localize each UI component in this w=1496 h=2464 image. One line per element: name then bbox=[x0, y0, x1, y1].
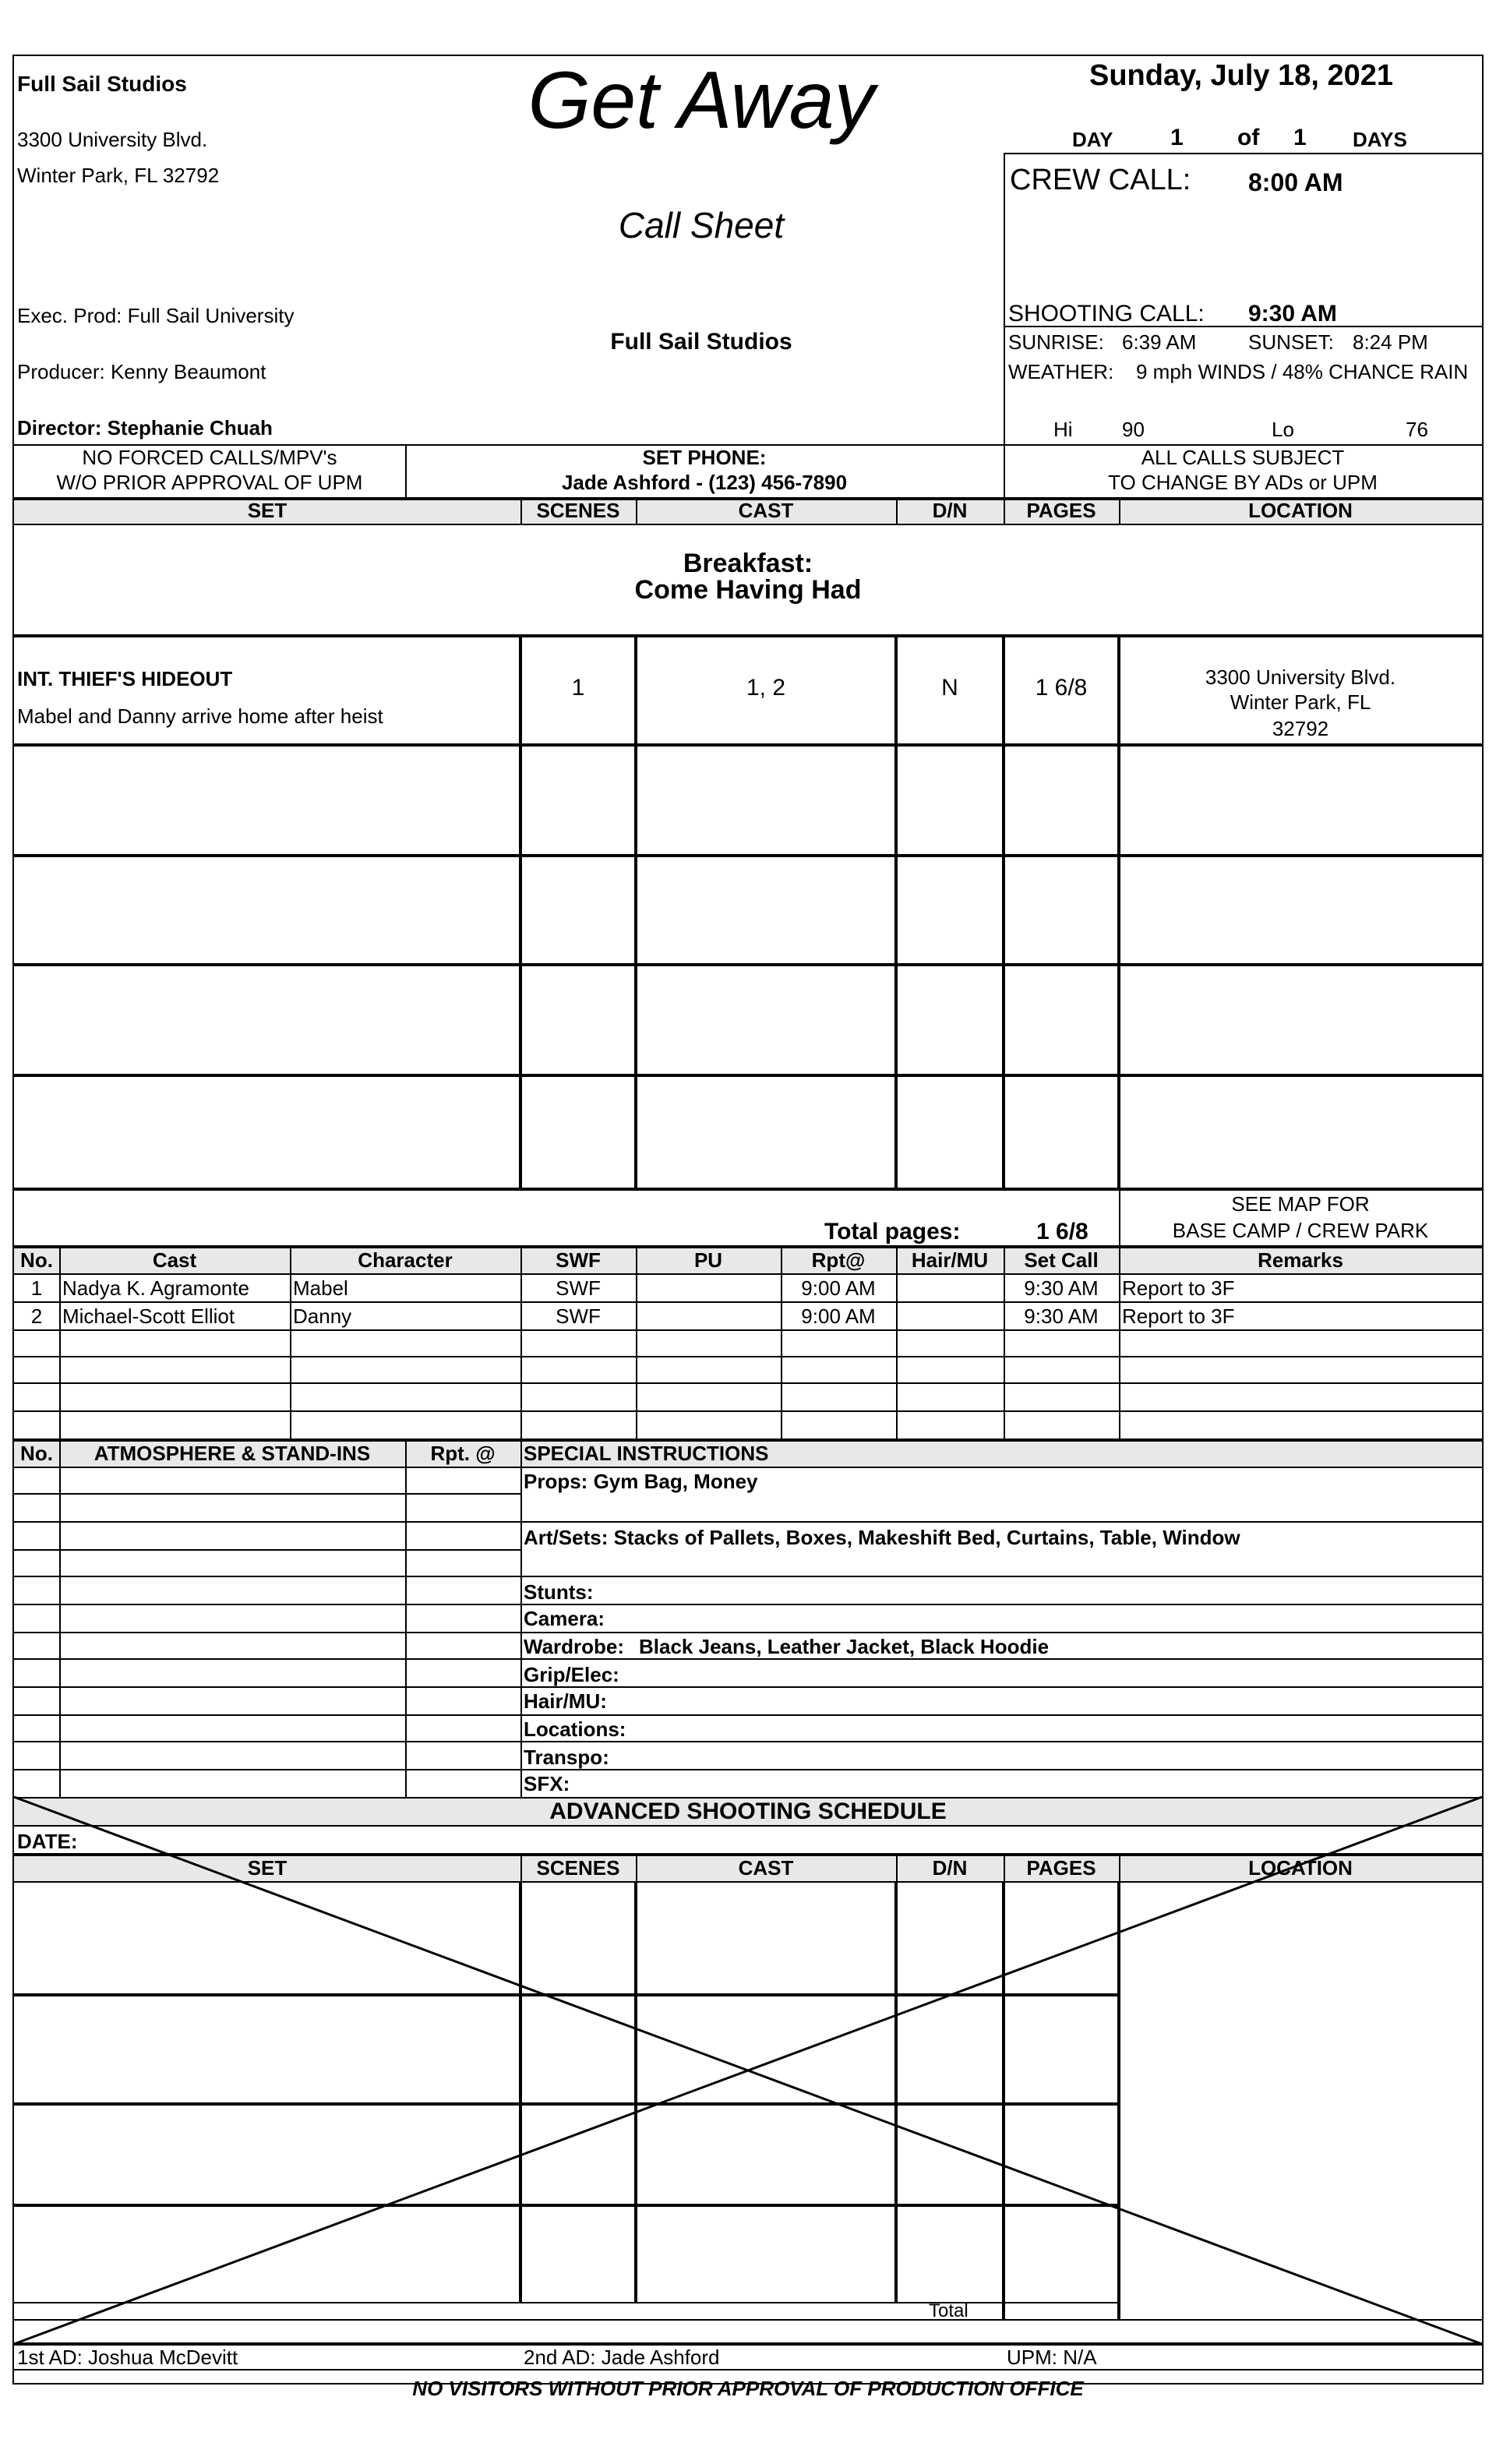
of-label: of bbox=[1237, 125, 1260, 150]
col-set: SET bbox=[247, 499, 288, 522]
weather-value: 9 mph WINDS / 48% CHANCE RAIN bbox=[1136, 360, 1469, 383]
total-pages-label: Total pages: bbox=[824, 1219, 961, 1244]
locations-line: Locations: bbox=[524, 1717, 626, 1741]
upm: UPM: N/A bbox=[1007, 2346, 1097, 2369]
call-sheet-subtitle: Call Sheet bbox=[618, 205, 785, 245]
grip-elec-line: Grip/Elec: bbox=[524, 1663, 619, 1686]
cast-col-no: No. bbox=[20, 1248, 53, 1272]
adv-col-location: LOCATION bbox=[1248, 1856, 1353, 1880]
lo-label: Lo bbox=[1272, 418, 1294, 441]
production-company: Full Sail Studios bbox=[610, 329, 792, 355]
sunrise-time: 6:39 AM bbox=[1122, 330, 1197, 354]
cast-row-no: 2 bbox=[30, 1304, 43, 1328]
cast-row-character: Danny bbox=[293, 1304, 352, 1328]
address-line-1: 3300 University Blvd. bbox=[17, 128, 208, 151]
cast-row-set-call: 9:30 AM bbox=[1024, 1276, 1099, 1300]
adv-col-cast: CAST bbox=[738, 1856, 794, 1880]
scene-location-line-1: 3300 University Blvd. bbox=[1205, 665, 1396, 689]
calls-subject-line-2: TO CHANGE BY ADs or UPM bbox=[1108, 471, 1378, 494]
hi-value: 90 bbox=[1122, 418, 1145, 441]
weather-label: WEATHER: bbox=[1008, 360, 1114, 383]
first-ad: 1st AD: Joshua McDevitt bbox=[17, 2346, 238, 2369]
camera-line: Camera: bbox=[524, 1607, 605, 1630]
map-note-line-1: SEE MAP FOR bbox=[1231, 1192, 1370, 1216]
cast-col-hairmu: Hair/MU bbox=[911, 1248, 989, 1272]
cast-row-remarks: Report to 3F bbox=[1122, 1304, 1235, 1328]
cast-row-swf: SWF bbox=[556, 1304, 601, 1328]
lo-value: 76 bbox=[1406, 418, 1428, 441]
props-line: Props: Gym Bag, Money bbox=[524, 1470, 758, 1493]
cast-row-name: Nadya K. Agramonte bbox=[62, 1276, 249, 1300]
forced-calls-line-2: W/O PRIOR APPROVAL OF UPM bbox=[56, 471, 363, 494]
map-note-line-2: BASE CAMP / CREW PARK bbox=[1172, 1219, 1429, 1242]
scene-set-title: INT. THIEF'S HIDEOUT bbox=[17, 667, 233, 690]
shoot-date: Sunday, July 18, 2021 bbox=[1088, 59, 1394, 92]
days-label: DAYS bbox=[1353, 128, 1407, 151]
sunset-label: SUNSET: bbox=[1248, 330, 1334, 354]
art-sets-line: Art/Sets: Stacks of Pallets, Boxes, Makeshift Bed, Curtains, Table, Window bbox=[524, 1526, 1240, 1549]
cast-col-character: Character bbox=[358, 1248, 453, 1272]
scene-pages: 1 6/8 bbox=[1035, 675, 1088, 701]
cast-row-character: Mabel bbox=[293, 1276, 348, 1300]
col-cast: CAST bbox=[738, 499, 794, 522]
advanced-title: ADVANCED SHOOTING SCHEDULE bbox=[549, 1799, 947, 1824]
stunts-line: Stunts: bbox=[524, 1580, 594, 1604]
wardrobe-value: Black Jeans, Leather Jacket, Black Hoodie bbox=[639, 1635, 1050, 1658]
scene-day-night: N bbox=[941, 675, 958, 701]
exec-producer: Exec. Prod: Full Sail University bbox=[17, 304, 295, 327]
crew-call-time: 8:00 AM bbox=[1248, 168, 1343, 196]
col-pages: PAGES bbox=[1026, 499, 1096, 522]
day-label: DAY bbox=[1072, 128, 1113, 151]
hair-mu-line: Hair/MU: bbox=[524, 1689, 607, 1713]
scene-cast: 1, 2 bbox=[746, 675, 786, 701]
production-title: Get Away bbox=[527, 55, 875, 146]
col-scenes: SCENES bbox=[536, 499, 620, 522]
cast-col-set-call: Set Call bbox=[1024, 1248, 1099, 1272]
col-dn: D/N bbox=[932, 499, 968, 522]
adv-total-label: Total bbox=[929, 2300, 969, 2321]
cast-col-rpt: Rpt@ bbox=[811, 1248, 866, 1272]
sfx-line: SFX: bbox=[524, 1772, 570, 1795]
atmos-col-no: No. bbox=[20, 1442, 53, 1465]
crew-call-label: CREW CALL: bbox=[1010, 164, 1191, 196]
producer: Producer: Kenny Beaumont bbox=[17, 360, 266, 383]
day-number: 1 bbox=[1170, 125, 1184, 150]
shooting-call-time: 9:30 AM bbox=[1248, 301, 1337, 327]
adv-col-scenes: SCENES bbox=[536, 1856, 620, 1880]
atmos-col-rpt: Rpt. @ bbox=[430, 1442, 496, 1465]
atmos-col-title: ATMOSPHERE & STAND-INS bbox=[94, 1442, 371, 1465]
cast-col-swf: SWF bbox=[556, 1248, 601, 1272]
total-days: 1 bbox=[1293, 125, 1307, 150]
cast-row-no: 1 bbox=[30, 1276, 43, 1300]
forced-calls-line-1: NO FORCED CALLS/MPV's bbox=[82, 446, 337, 469]
scene-location-line-3: 32792 bbox=[1272, 717, 1329, 740]
hi-label: Hi bbox=[1053, 418, 1073, 441]
scene-number: 1 bbox=[571, 675, 585, 701]
adv-col-pages: PAGES bbox=[1026, 1856, 1096, 1880]
special-instructions-title: SPECIAL INSTRUCTIONS bbox=[524, 1442, 769, 1465]
cast-col-cast: Cast bbox=[152, 1248, 197, 1272]
transpo-line: Transpo: bbox=[524, 1746, 609, 1769]
cast-col-remarks: Remarks bbox=[1258, 1248, 1343, 1272]
sunrise-label: SUNRISE: bbox=[1008, 330, 1104, 354]
meal-line-1: Breakfast: bbox=[683, 549, 813, 578]
cast-row-rpt: 9:00 AM bbox=[801, 1304, 876, 1328]
scene-location-line-2: Winter Park, FL bbox=[1230, 690, 1371, 714]
set-phone-value: Jade Ashford - (123) 456-7890 bbox=[561, 471, 848, 494]
cast-row-set-call: 9:30 AM bbox=[1024, 1304, 1099, 1328]
advanced-date-label: DATE: bbox=[17, 1830, 78, 1853]
cast-col-pu: PU bbox=[693, 1248, 723, 1272]
wardrobe-label: Wardrobe: bbox=[524, 1635, 625, 1658]
scene-set-description: Mabel and Danny arrive home after heist bbox=[17, 704, 383, 728]
calls-subject-line-1: ALL CALLS SUBJECT bbox=[1141, 446, 1345, 469]
shooting-call-label: SHOOTING CALL: bbox=[1008, 301, 1205, 327]
cast-row-name: Michael-Scott Elliot bbox=[62, 1304, 235, 1328]
footer-line bbox=[12, 2369, 1484, 2370]
col-location: LOCATION bbox=[1248, 499, 1353, 522]
cast-row-remarks: Report to 3F bbox=[1122, 1276, 1235, 1300]
meal-line-2: Come Having Had bbox=[634, 575, 862, 605]
sunset-time: 8:24 PM bbox=[1353, 330, 1428, 354]
adv-col-dn: D/N bbox=[932, 1856, 968, 1880]
cast-row-swf: SWF bbox=[556, 1276, 601, 1300]
adv-col-set: SET bbox=[247, 1856, 288, 1880]
set-phone-label: SET PHONE: bbox=[642, 446, 767, 469]
cast-row-rpt: 9:00 AM bbox=[801, 1276, 876, 1300]
address-line-2: Winter Park, FL 32792 bbox=[17, 164, 220, 187]
studio-name: Full Sail Studios bbox=[17, 72, 187, 96]
director: Director: Stephanie Chuah bbox=[17, 416, 273, 439]
total-pages-value: 1 6/8 bbox=[1036, 1219, 1088, 1244]
second-ad: 2nd AD: Jade Ashford bbox=[524, 2346, 720, 2369]
no-visitors-notice: NO VISITORS WITHOUT PRIOR APPROVAL OF PRODUCTION OFFICE bbox=[412, 2377, 1084, 2400]
